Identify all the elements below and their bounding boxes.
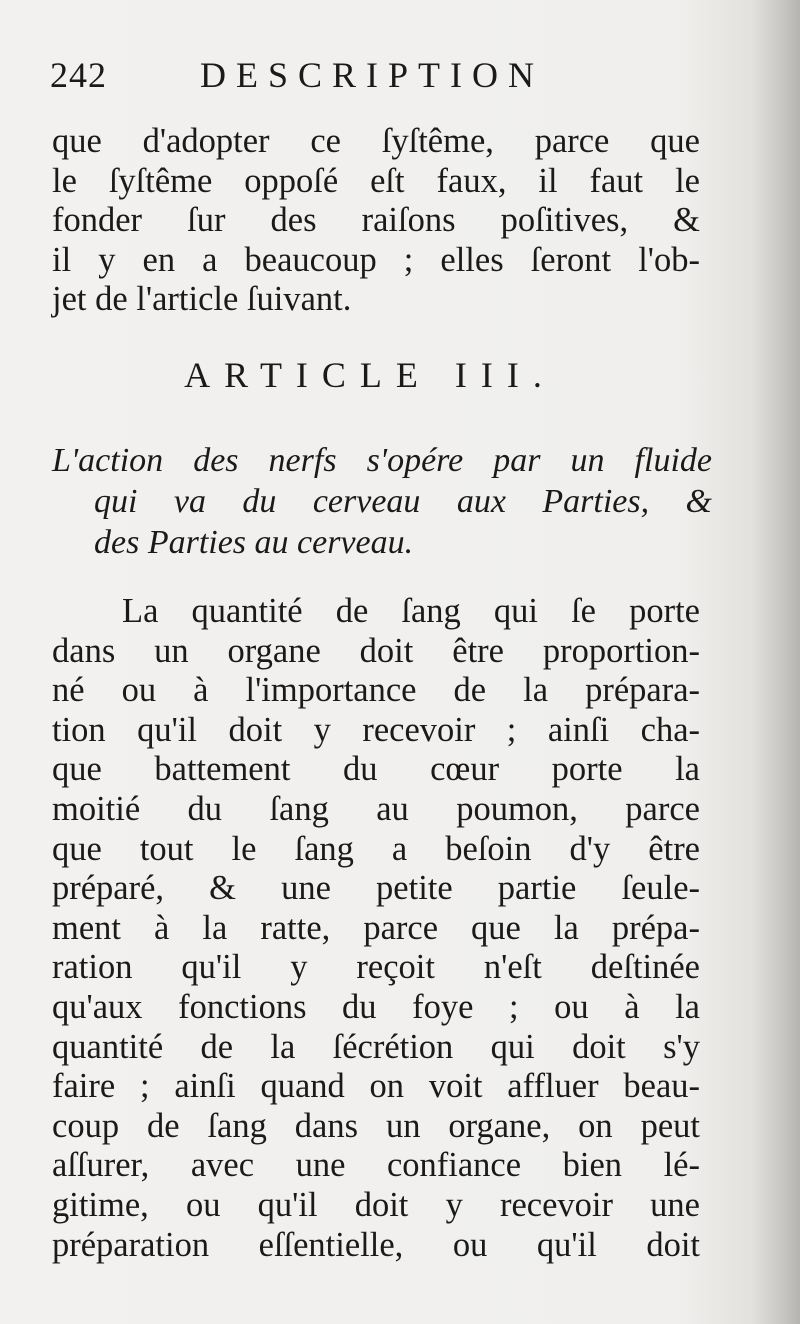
- article-heading: [0, 354, 800, 396]
- text-line: moitié du ſang au poumon, parce: [52, 789, 700, 828]
- running-title: DESCRIPTION: [200, 55, 545, 95]
- text-line: ration qu'il y reçoit n'eſt deſtinée: [52, 948, 700, 987]
- article-heading-text: ARTICLE III.: [184, 355, 556, 395]
- text-line: faire ; ainſi quand on voit affluer beau-: [52, 1067, 700, 1106]
- page-number: 242: [50, 55, 107, 95]
- text-line: né ou à l'importance de la prépara-: [52, 671, 700, 710]
- page-bottom-margin: [0, 1240, 800, 1320]
- page-header: [50, 52, 740, 100]
- text-line: coup de ſang dans un organe, on peut: [52, 1106, 700, 1145]
- article-summary: [52, 440, 712, 563]
- article-body-paragraph: [52, 592, 700, 1265]
- summary-line: L'action des nerfs s'opére par un fluide: [52, 442, 712, 479]
- paragraph-continuation: [52, 122, 700, 320]
- text-line: qu'aux fonctions du foye ; ou à la: [52, 987, 700, 1026]
- text-line: le ſyſtême oppoſé eſt faux, il faut le: [52, 161, 700, 200]
- text-line: quantité de la ſécrétion qui doit s'y: [52, 1027, 700, 1066]
- text-line: que d'adopter ce ſyſtême, parce que: [52, 122, 700, 160]
- text-line: La quantité de ſang qui ſe porte: [122, 592, 700, 630]
- text-line: il y en a beaucoup ; elles ſeront l'ob-: [52, 240, 700, 279]
- text-line: que tout le ſang a beſoin d'y être: [52, 829, 700, 868]
- summary-line: qui va du cerveau aux Parties, &: [94, 483, 712, 520]
- summary-line: des Parties au cerveau.: [94, 524, 414, 561]
- text-line: tion qu'il doit y recevoir ; ainſi cha-: [52, 710, 700, 749]
- text-line: préparation eſſentielle, ou qu'il doit: [52, 1225, 700, 1264]
- text-line: aſſurer, avec une confiance bien lé-: [52, 1146, 700, 1185]
- text-line: préparé, & une petite partie ſeule-: [52, 869, 700, 908]
- text-line: jet de l'article ſuivant.: [52, 280, 352, 319]
- text-line: fonder ſur des raiſons poſitives, &: [52, 201, 700, 240]
- text-line: dans un organe doit être proportion-: [52, 631, 700, 670]
- text-line: ment à la ratte, parce que la prépa-: [52, 908, 700, 947]
- text-line: que battement du cœur porte la: [52, 750, 700, 789]
- page-edge-shadow: [752, 0, 800, 1324]
- text-line: gitime, ou qu'il doit y recevoir une: [52, 1185, 700, 1224]
